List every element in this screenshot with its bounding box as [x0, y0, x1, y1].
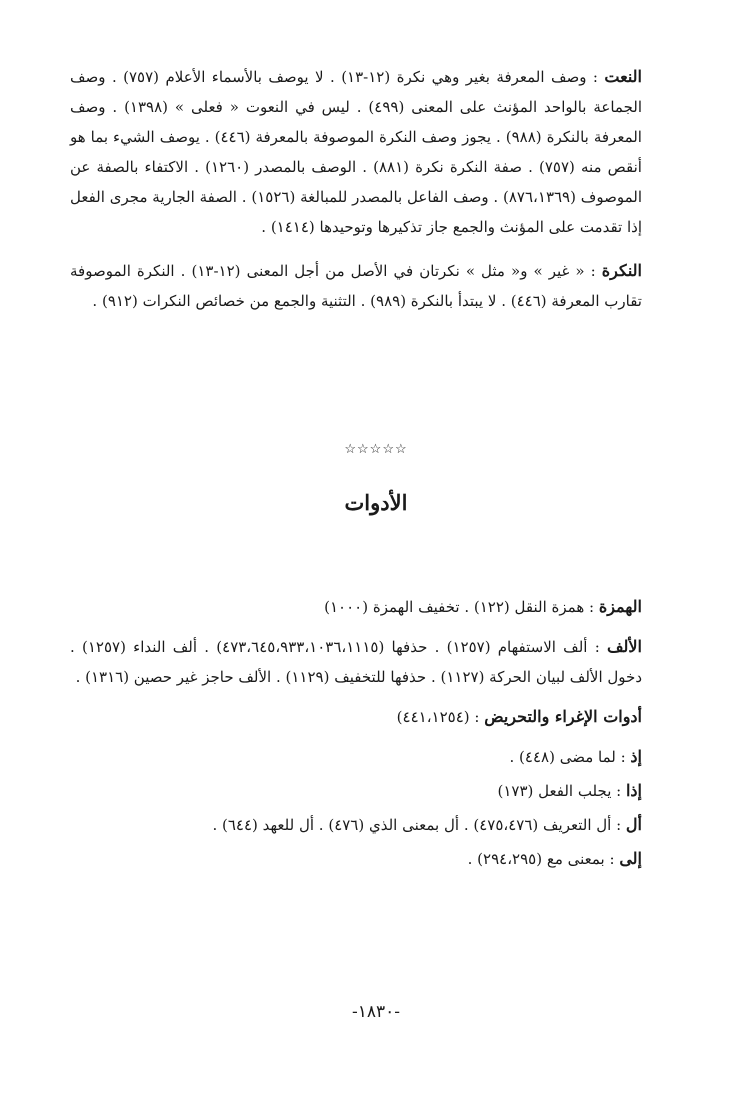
entry-text: لما مضى (٤٤٨) . — [509, 748, 616, 766]
entry-alif — [70, 632, 642, 692]
entry-text: ألف الاستفهام (١٢٥٧) . حذفها (٤٧٣،٦٤٥،٩٣٣،١٠٣٦،١١١٥) . ألف النداء (١٢٥٧) . دخول الألف لبيان الحركة (١١٢٧) . حذفها للتخفيف (١١٢٩) . الألف حاجز غير حصين (١٣١٦) . — [70, 638, 642, 686]
entry-text: « غير » و« مثل » نكرتان في الأصل من أجل المعنى (١٢-١٣) . النكرة الموصوفة تقارب المعرفة (٤٤٦) . لا يبتدأ بالنكرة (٩٨٩) . التثنية والجمع من خصائص النكرات (٩١٢) . — [70, 262, 642, 310]
entry-idh — [70, 742, 642, 772]
section-title: الأدوات — [344, 490, 408, 515]
entry-term: الهمزة — [598, 597, 642, 616]
entry-term: أل — [625, 815, 642, 834]
entry-hamza — [70, 592, 642, 622]
page-number: -١٨٣٠- — [351, 1002, 401, 1022]
entry-separator: : — [586, 68, 605, 86]
entry-term: الألف — [606, 637, 642, 656]
entry-separator: : — [604, 850, 620, 868]
entry-text: يجلب الفعل (١٧٣) — [497, 782, 612, 800]
entry-separator: : — [584, 598, 599, 616]
entry-separator: : — [469, 708, 485, 726]
entry-term: النكرة — [601, 261, 642, 280]
entry-text: بمعنى مع (٢٩٤،٢٩٥) . — [467, 850, 605, 868]
entry-text: همزة النقل (١٢٢) . تخفيف الهمزة (١٠٠٠) — [324, 598, 585, 616]
entry-term: إذ — [630, 747, 642, 766]
entry-separator: : — [611, 782, 626, 800]
entry-text: وصف المعرفة بغير وهي نكرة (١٢-١٣) . لا يوصف بالأسماء الأعلام (٧٥٧) . وصف الجماعة بالواحد المؤنث على المعنى (٤٩٩) . ليس في النعوت « فعلى » (١٣٩٨) . وصف المعرفة بالنكرة (٩٨٨) . يجوز وصف النكرة الموصوفة بالمعرفة (٤٤٦) . يوصف الشيء بما هو أنقص منه (٧٥٧) . صفة النكرة نكرة (٨٨١) . الوصف بالمصدر (١٢٦٠) . الاكتفاء بالصفة عن الموصوف (٨٧٦،١٣٦٩) . وصف الفاعل بالمصدر للمبالغة (١٥٢٦) . الصفة الجارية مجرى الفعل إذا تقدمت على المؤنث والجمع جاز تذكيرها وتوحيدها (١٤١٤) . — [70, 68, 642, 236]
entry-ighra — [70, 702, 642, 732]
entry-term: أدوات الإغراء والتحريض — [484, 707, 642, 726]
entry-al — [70, 810, 642, 840]
entry-ila — [70, 844, 642, 874]
section-divider-stars: ☆☆☆☆☆ — [344, 442, 408, 457]
entry-separator: : — [584, 262, 602, 280]
entry-text: أل التعريف (٤٧٥،٤٧٦) . أل بمعنى الذي (٤٧٦) . أل للعهد (٦٤٤) . — [212, 816, 612, 834]
entry-idha — [70, 776, 642, 806]
entry-term: النعت — [604, 67, 642, 86]
entry-text: (٤٤١،١٢٥٤) — [396, 708, 470, 726]
entry-term: إلى — [619, 849, 642, 868]
entries-top — [70, 62, 642, 316]
entry-separator: : — [611, 816, 626, 834]
tools-list — [70, 592, 642, 884]
entry-term: إذا — [625, 781, 642, 800]
entry-separator: : — [587, 638, 607, 656]
entry-naat — [70, 62, 642, 242]
entry-nakira — [70, 256, 642, 316]
entry-separator: : — [615, 748, 631, 766]
